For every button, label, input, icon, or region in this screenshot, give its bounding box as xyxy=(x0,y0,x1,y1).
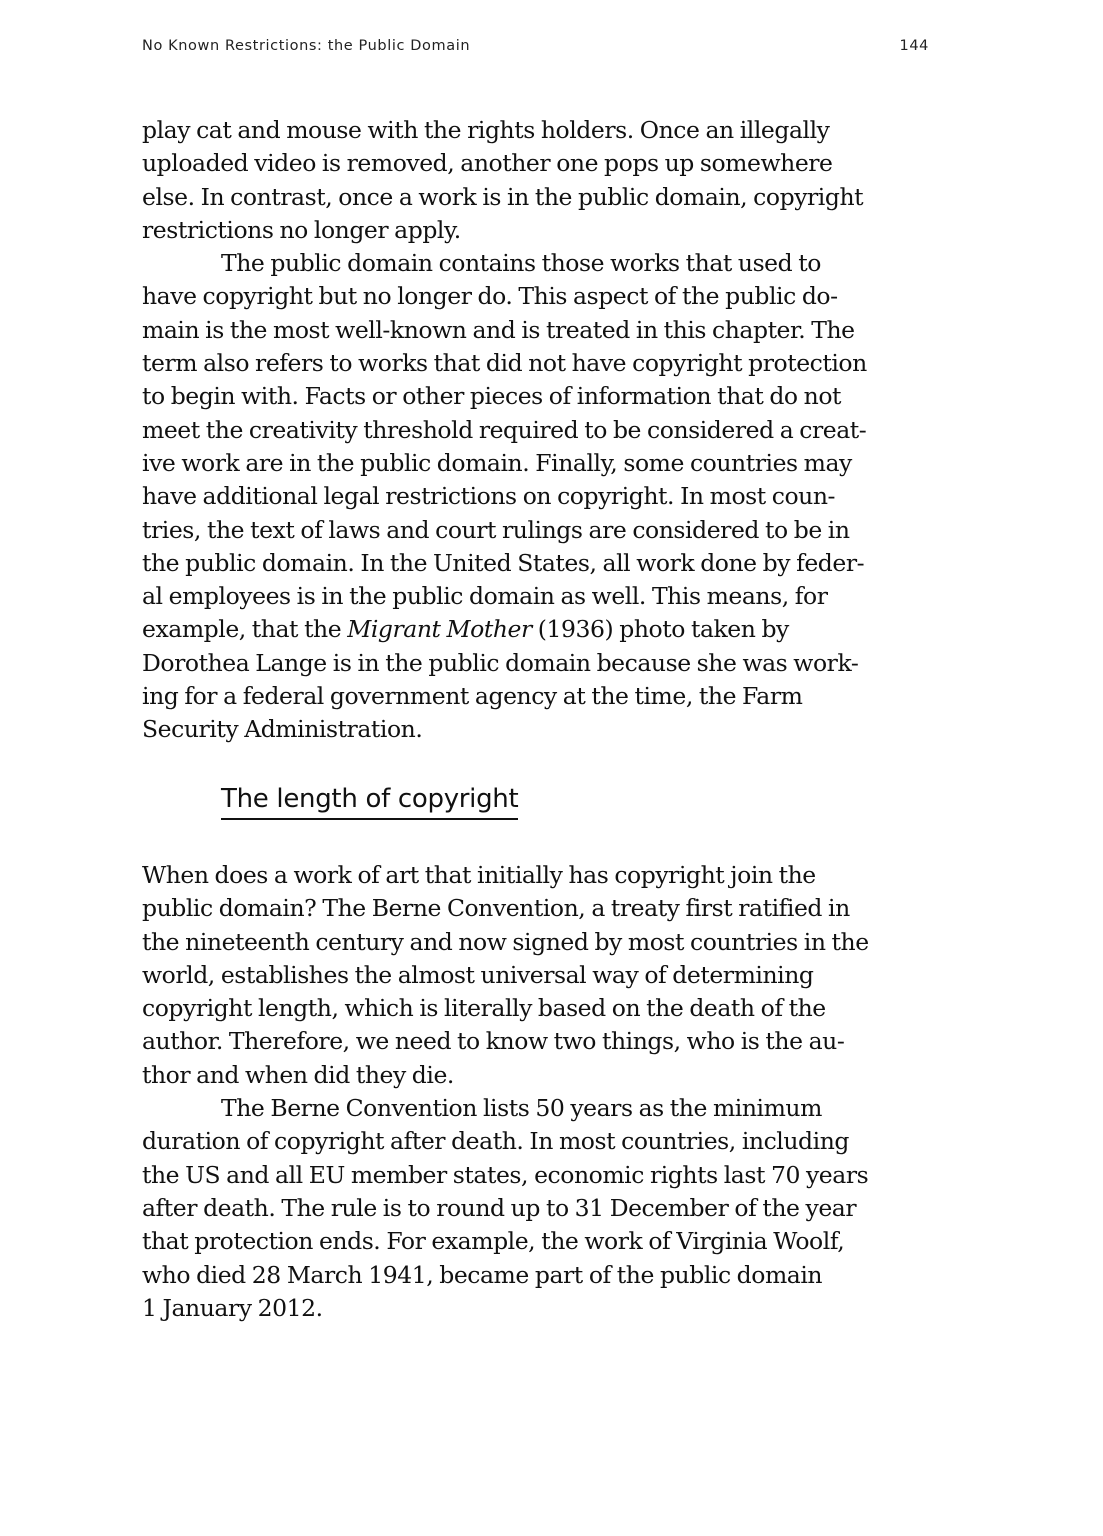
text-line: to begin with. Facts or other pieces of information that do not xyxy=(142,382,842,411)
running-header xyxy=(142,38,929,60)
text-segment: (1936) photo taken by xyxy=(531,615,789,644)
text-line: tries, the text of laws and court rulings are considered to be in xyxy=(142,515,850,544)
text-line: main is the most well-known and is treated in this chapter. The xyxy=(142,315,855,344)
running-title: No Known Restrictions: the Public Domain xyxy=(142,38,471,54)
body-text-bottom xyxy=(142,859,932,1325)
text-line: Dorothea Lange is in the public domain because she was work- xyxy=(142,648,859,677)
text-line: meet the creativity threshold required to be considered a creat- xyxy=(142,415,867,444)
text-line-paragraph-start: The public domain contains those works that used to xyxy=(221,249,821,278)
text-segment: example, that the xyxy=(142,615,348,644)
text-line: thor and when did they die. xyxy=(142,1060,454,1089)
body-text-top xyxy=(142,114,932,747)
text-line: the nineteenth century and now signed by most countries in the xyxy=(142,927,869,956)
text-line: al employees is in the public domain as well. This means, for xyxy=(142,582,828,611)
text-line: duration of copyright after death. In most countries, including xyxy=(142,1127,849,1156)
text-line: play cat and mouse with the rights holders. Once an illegally xyxy=(142,116,830,144)
text-line-with-italic xyxy=(142,613,932,646)
text-line: restrictions no longer apply. xyxy=(142,215,461,244)
text-line: the US and all EU member states, economic rights last 70 years xyxy=(142,1160,869,1189)
text-line: after death. The rule is to round up to 31 December of the year xyxy=(142,1193,857,1222)
text-line: ing for a federal government agency at the time, the Farm xyxy=(142,682,803,711)
text-line: ive work are in the public domain. Finally, some countries may xyxy=(142,448,852,477)
text-line: public domain? The Berne Convention, a treaty first ratified in xyxy=(142,894,850,923)
text-line-paragraph-start: The Berne Convention lists 50 years as the minimum xyxy=(221,1094,822,1123)
text-line: that protection ends. For example, the work of Virginia Woolf, xyxy=(142,1227,845,1256)
text-line: author. Therefore, we need to know two things, who is the au- xyxy=(142,1027,845,1056)
text-line: 1 January 2012. xyxy=(142,1293,323,1322)
text-line: else. In contrast, once a work is in the public domain, copyright xyxy=(142,182,864,211)
text-line: Security Administration. xyxy=(142,715,423,744)
text-line: copyright length, which is literally based on the death of the xyxy=(142,994,826,1023)
page-number: 144 xyxy=(899,38,929,54)
text-line: have additional legal restrictions on copyright. In most coun- xyxy=(142,482,836,511)
text-line: When does a work of art that initially has copyright join the xyxy=(142,861,816,889)
text-line: have copyright but no longer do. This aspect of the public do- xyxy=(142,282,838,311)
text-line: uploaded video is removed, another one pops up somewhere xyxy=(142,149,833,178)
italic-title-migrant-mother: Migrant Mother xyxy=(347,615,532,644)
text-line: world, establishes the almost universal way of determining xyxy=(142,960,814,989)
text-line: the public domain. In the United States, all work done by feder- xyxy=(142,548,865,577)
text-line: term also refers to works that did not have copyright protection xyxy=(142,349,867,378)
section-heading: The length of copyright xyxy=(221,782,518,820)
text-line: who died 28 March 1941, became part of the public domain xyxy=(142,1260,823,1289)
